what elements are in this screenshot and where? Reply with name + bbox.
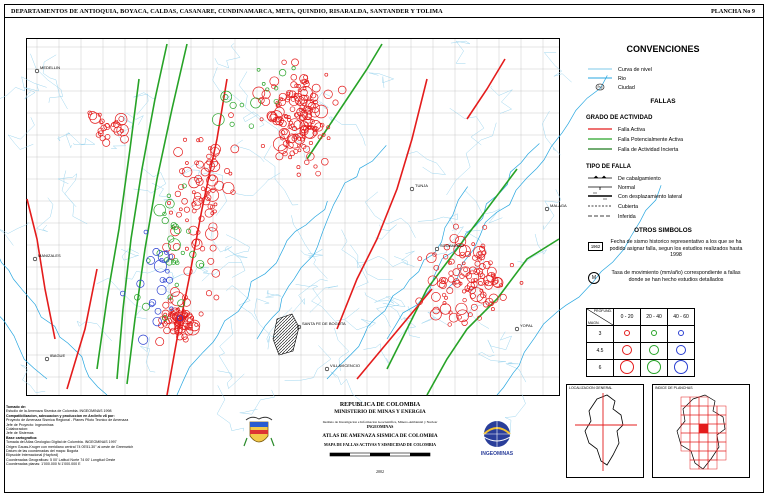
- credit-line: Colaboracion:: [6, 427, 29, 432]
- contour-line: [406, 151, 446, 174]
- credit-line: Origen Gauss-Kruger con meridiano central 74 05'51.30" al oeste de Greenwich: [6, 444, 134, 449]
- credit-line: Compatibilizacion, adecuacion y produccion en Arc/info v8 por:: [6, 413, 115, 418]
- credit-line: Jefe de Proyecto: Ingeominas: [6, 422, 54, 427]
- contour-line: [97, 278, 147, 319]
- contour-line: [233, 173, 280, 196]
- epicenter-marker: [178, 184, 183, 189]
- fault-type-heading: TIPO DE FALLA: [586, 164, 631, 170]
- epicenter-marker: [303, 146, 309, 152]
- epicenter-marker: [291, 74, 297, 80]
- index-sheet-cell: [717, 451, 726, 460]
- city-marker: [410, 187, 414, 191]
- activity-legend-symbols: [588, 126, 614, 156]
- institute-name: Instituto de Investigacion e Informacion Geocientifica, Minero-Ambiental y Nuclear: [322, 420, 438, 424]
- epicenter-marker: [333, 100, 338, 105]
- contour-line: [369, 73, 394, 88]
- index-sheet-cell: [681, 397, 690, 406]
- credit-line: Datum de las coordenadas del mapa: Bogota: [6, 449, 79, 454]
- epicenter-marker: [430, 309, 441, 320]
- map-credits: [6, 405, 206, 467]
- epicenter-marker: [154, 260, 166, 272]
- contour-line: [119, 113, 143, 125]
- contour-line: [211, 223, 232, 252]
- epicenter-marker: [174, 148, 183, 157]
- epicenter-marker: [185, 162, 188, 165]
- city-marker: [35, 69, 39, 73]
- city-marker: [545, 207, 549, 211]
- index-sheet-cell: [708, 442, 717, 451]
- epicenter-marker: [240, 103, 244, 107]
- epicenter-marker: [450, 234, 459, 243]
- fault-line: [387, 169, 517, 369]
- credit-line: Coordenadas planas: 1'000.000 N 1'000.000 E: [6, 462, 81, 467]
- epicenter-marker: [142, 303, 149, 310]
- epicenter-marker: [230, 102, 236, 108]
- credit-line: Tomada del Atlas Geologico Digital de Colombia. INGEOMINAS 1997: [6, 440, 117, 445]
- epicenter-marker: [316, 171, 321, 176]
- circle-cell: [668, 360, 695, 377]
- contour-line: [488, 332, 512, 353]
- epicenter-marker: [266, 88, 269, 91]
- institute-acronym: INGEOMINAS: [366, 424, 394, 429]
- epicenter-marker: [184, 207, 189, 212]
- ingeominas-logo-text: INGEOMINAS: [480, 451, 514, 457]
- epicenter-marker: [279, 69, 286, 76]
- city-marker: [33, 257, 37, 261]
- index-sheet-cell: [708, 415, 717, 424]
- contour-line: [58, 174, 77, 207]
- fault-line: [337, 79, 427, 329]
- magnitude-row-3: 6: [587, 360, 614, 377]
- scale-bar: [320, 450, 440, 464]
- epicenter-marker: [175, 283, 179, 287]
- contour-line: [225, 235, 249, 258]
- city-marker: [45, 357, 49, 361]
- epicenter-marker: [156, 338, 164, 346]
- contour-line: [312, 286, 346, 321]
- epicenter-marker: [182, 198, 188, 204]
- depth-col-3: 40 - 60: [668, 309, 695, 326]
- map-title: MAPA DE FALLAS ACTIVAS Y SISMICIDAD DE COLOMBIA: [323, 442, 437, 447]
- index-sheet-cell: [681, 415, 690, 424]
- epicenter-marker: [278, 145, 287, 154]
- fault-line: [467, 59, 505, 119]
- historic-quake-symbol: 1962: [588, 242, 603, 251]
- city-label: VILLAVICENCIO: [330, 363, 360, 368]
- epicenter-marker: [169, 211, 172, 214]
- sheet-index-caption: INDICE DE PLANCHAS: [655, 386, 693, 390]
- epicenter-marker: [453, 269, 460, 276]
- legend-strike-slip-label: Con desplazamiento lateral: [618, 194, 683, 200]
- index-sheet-cell: [699, 415, 708, 424]
- credit-line: Jefe de Sistemas: [6, 431, 34, 436]
- epicenter-marker: [192, 209, 196, 213]
- epicenter-marker: [175, 191, 181, 197]
- epicenter-marker: [447, 288, 453, 294]
- colombia-outline: [567, 385, 643, 477]
- magnitude-depth-table: [586, 308, 695, 377]
- epicenter-marker: [448, 323, 452, 327]
- fault-line: [307, 44, 382, 159]
- contour-line: [478, 352, 505, 362]
- epicenter-marker: [463, 298, 467, 302]
- fault-line: [117, 44, 167, 379]
- epicenter-marker: [221, 91, 232, 102]
- magnitude-row-2: 4.5: [587, 343, 614, 360]
- epicenter-marker: [173, 243, 180, 250]
- epicenter-marker: [471, 304, 477, 310]
- contour-line: [30, 54, 62, 103]
- legend-contour-label: Curva de nivel: [618, 67, 652, 73]
- city-marker: [435, 247, 439, 251]
- index-sheet-cell: [699, 442, 708, 451]
- legend-panel: [578, 36, 748, 381]
- epicenter-marker: [206, 291, 211, 296]
- fault-type-symbols: [588, 175, 614, 221]
- epicenter-marker: [457, 264, 461, 268]
- epicenter-marker: [298, 144, 301, 147]
- movement-rate-text: Tasa de movimiento (mm/año) correspondiente a fallas donde se han hecho estudios detallados: [611, 270, 741, 283]
- epicenter-marker: [153, 317, 162, 326]
- epicenter-marker: [177, 212, 182, 217]
- epicenter-marker: [230, 122, 234, 126]
- map-canvas: [27, 39, 567, 395]
- epicenter-marker: [292, 67, 295, 70]
- epicenter-marker: [418, 257, 422, 261]
- epicenter-marker: [182, 184, 186, 188]
- contour-line: [542, 111, 560, 155]
- ministry-name: MINISTERIO DE MINAS Y ENERGIA: [334, 409, 426, 415]
- magnitude-row-1: 3: [587, 326, 614, 343]
- faults-heading: FALLAS: [650, 98, 676, 105]
- contour-line: [447, 123, 497, 195]
- contour-line: [517, 234, 546, 263]
- index-sheet-cell: [708, 433, 717, 442]
- legend-title: CONVENCIONES: [626, 44, 700, 54]
- index-sheet-cell: [699, 397, 708, 406]
- epicenter-marker: [231, 190, 236, 195]
- index-sheet-cell: [690, 415, 699, 424]
- epicenter-marker: [456, 303, 467, 314]
- epicenter-marker: [207, 154, 212, 159]
- credit-line: Elipsoide Internacional (Hayford): [6, 453, 59, 458]
- index-sheet-cell: [690, 406, 699, 415]
- country-name: REPUBLICA DE COLOMBIA: [339, 402, 421, 408]
- legend-river-label: Rio: [618, 76, 626, 82]
- movement-rate-symbol: M: [588, 272, 600, 284]
- epicenter-marker: [483, 261, 490, 268]
- contour-line: [68, 132, 95, 145]
- city-label: SOGAMOSO: [440, 243, 464, 248]
- circle-cell: [641, 326, 668, 343]
- epicenter-marker: [253, 87, 265, 99]
- epicenter-marker: [520, 281, 523, 284]
- map-year: 2002: [376, 469, 384, 474]
- atlas-title: ATLAS DE AMENAZA SISMICA DE COLOMBIA: [322, 433, 438, 439]
- epicenter-marker: [183, 138, 186, 141]
- epicenter-marker: [275, 107, 285, 117]
- index-sheet-cell: [690, 424, 699, 433]
- circle-cell: [668, 326, 695, 343]
- epicenter-marker: [200, 246, 205, 251]
- city-label: IBAGUE: [50, 353, 66, 358]
- contour-line: [217, 371, 244, 389]
- epicenter-marker: [163, 302, 169, 308]
- activity-heading: GRADO DE ACTIVIDAD: [586, 115, 653, 121]
- river-line: [177, 201, 327, 395]
- epicenter-marker: [201, 187, 205, 191]
- epicenter-marker: [207, 189, 219, 201]
- circle-cell: [641, 360, 668, 377]
- sheet-header-title: DEPARTAMENTOS DE ANTIOQUIA, BOYACA, CALDAS, CASANARE, CUNDINAMARCA, META, QUINDIO, RISARALDA, SANTANDER Y TOLIMA: [11, 8, 443, 15]
- epicenter-marker: [214, 295, 219, 300]
- epicenter-marker: [309, 141, 312, 144]
- epicenter-marker: [292, 59, 299, 66]
- contour-line: [345, 308, 376, 330]
- legend-inferred-label: Inferida: [618, 214, 636, 220]
- credit-line: Base cartografica:: [6, 435, 38, 440]
- epicenter-marker: [160, 277, 165, 282]
- contour-line: [37, 198, 54, 232]
- contour-line: [264, 145, 298, 205]
- contour-line: [291, 215, 327, 279]
- contour-line: [140, 337, 155, 372]
- epicenter-marker: [199, 312, 203, 316]
- historic-quake-text: Fecha de sismo historico representativo a los que se ha podido asignar falla, segun los estudios realizados hasta 1998: [609, 239, 743, 258]
- epicenter-marker: [315, 105, 328, 118]
- table-corner: PROFUND. MAGN.: [588, 309, 612, 325]
- epicenter-marker: [179, 208, 182, 211]
- contour-line: [201, 262, 242, 274]
- credit-line: Tomado de:: [6, 405, 27, 409]
- epicenter-marker: [440, 304, 451, 315]
- city-marker: [515, 327, 519, 331]
- depth-col-1: 0 - 20: [614, 309, 641, 326]
- epicenter-marker: [189, 226, 198, 235]
- epicenter-marker: [212, 114, 224, 126]
- epicenter-marker: [285, 115, 288, 118]
- circle-cell: [668, 343, 695, 360]
- contour-line: [58, 133, 72, 148]
- epicenter-marker: [262, 82, 265, 85]
- epicenter-marker: [471, 294, 476, 299]
- legend-normal-label: Normal: [618, 185, 636, 191]
- credit-line: Proyecto de Amenaza Sismica Regional - Planes Piloto Tecnico de Amenaza: [6, 418, 129, 423]
- epicenter-marker: [291, 82, 297, 88]
- other-symbols-heading: OTROS SIMBOLOS: [634, 227, 692, 234]
- base-legend-symbols: [588, 66, 614, 92]
- city-label: SANTA FE DE BOGOTA: [302, 321, 346, 326]
- epicenter-marker: [314, 165, 317, 168]
- index-sheet-cell: [699, 424, 708, 433]
- legend-potential-label: Falla Potencialmente Activa: [618, 137, 684, 143]
- circle-cell: [614, 360, 641, 377]
- contour-line: [24, 85, 39, 99]
- epicenter-marker: [298, 149, 301, 152]
- legend-city-label: Ciudad: [618, 85, 635, 91]
- epicenter-marker: [282, 60, 287, 65]
- bogota-urban-area: [273, 314, 299, 355]
- city-marker: [325, 367, 329, 371]
- contour-line: [329, 117, 366, 146]
- epicenter-marker: [223, 182, 234, 193]
- ingeominas-logo: [474, 418, 520, 460]
- location-inset[interactable]: [566, 384, 644, 478]
- colombia-coat-of-arms: [244, 416, 274, 450]
- contour-line: [342, 230, 369, 288]
- epicenter-marker: [210, 175, 216, 181]
- index-sheet-cell: [681, 406, 690, 415]
- epicenter-marker: [324, 90, 333, 99]
- epicenter-marker: [185, 247, 188, 250]
- city-label: MEDELLIN: [40, 65, 61, 70]
- epicenter-marker: [327, 137, 330, 140]
- fault-line: [27, 199, 55, 339]
- circle-cell: [641, 343, 668, 360]
- epicenter-marker: [100, 136, 105, 141]
- epicenter-marker: [214, 203, 217, 206]
- sheet-index-grid: [653, 385, 749, 477]
- epicenter-marker: [491, 308, 494, 311]
- epicenter-marker: [290, 107, 295, 112]
- depth-col-2: 20 - 40: [641, 309, 668, 326]
- epicenter-marker: [261, 144, 264, 147]
- epicenter-marker: [500, 294, 506, 300]
- epicenter-marker: [249, 124, 254, 129]
- epicenter-marker: [166, 199, 175, 208]
- contour-line: [365, 192, 415, 238]
- epicenter-marker: [229, 113, 234, 118]
- contour-line: [301, 249, 323, 257]
- circle-cell: [614, 343, 641, 360]
- sheet-number: PLANCHA No 9: [710, 8, 755, 15]
- epicenter-marker: [262, 98, 270, 106]
- epicenter-marker: [510, 263, 513, 266]
- epicenter-marker: [462, 290, 465, 293]
- fault-line: [67, 269, 97, 389]
- legend-covered-label: Cubierta: [618, 204, 639, 210]
- city-label: MALAGA: [550, 203, 567, 208]
- contour-line: [422, 305, 448, 325]
- epicenter-marker: [229, 172, 232, 175]
- credit-line: Estudio de la Amenaza Sismica de Colombia. INGEOMINAS 1998: [6, 409, 112, 414]
- city-label: TUNJA: [415, 183, 428, 188]
- contour-line: [226, 286, 256, 320]
- index-sheet-cell: [681, 433, 690, 442]
- fault-line: [357, 289, 432, 379]
- epicenter-marker: [305, 160, 310, 165]
- index-sheet-cell: [717, 406, 726, 415]
- header-divider: [5, 17, 763, 18]
- contour-line: [491, 86, 513, 113]
- title-block: [290, 402, 470, 474]
- epicenter-marker: [181, 251, 184, 254]
- epicenter-marker: [468, 313, 472, 317]
- location-inset-caption: LOCALIZACION GENERAL: [569, 386, 613, 390]
- epicenter-marker: [163, 243, 171, 251]
- epicenter-marker: [192, 191, 195, 194]
- city-label: MANIZALES: [38, 253, 61, 258]
- index-sheet-cell: [699, 406, 708, 415]
- city-label: YOPAL: [520, 323, 534, 328]
- epicenter-marker: [199, 263, 203, 267]
- index-sheet-cell: [708, 424, 717, 433]
- epicenter-marker: [287, 92, 290, 95]
- contour-line: [451, 41, 470, 64]
- epicenter-marker: [186, 219, 189, 222]
- epicenter-marker: [179, 169, 184, 174]
- index-sheet-cell: [690, 442, 699, 451]
- epicenter-marker: [297, 166, 300, 169]
- credit-line: Coordenadas Geograficas: 5 00' Latitud Norte 74 00' Longitud Oeste: [6, 457, 116, 462]
- epicenter-marker: [462, 320, 468, 326]
- epicenter-marker: [139, 335, 148, 344]
- epicenter-marker: [321, 158, 328, 165]
- contour-line: [418, 214, 458, 231]
- index-sheet-cell: [699, 433, 708, 442]
- contour-line: [62, 171, 87, 224]
- fault-line: [167, 79, 227, 395]
- contour-line: [43, 55, 67, 109]
- circle-cell: [614, 326, 641, 343]
- contour-line: [296, 284, 322, 312]
- index-sheet-cell: [690, 433, 699, 442]
- legend-active-label: Falla Activa: [618, 127, 646, 133]
- epicenter-marker: [464, 268, 468, 272]
- legend-uncertain-label: Falla de Actividad Incierta: [618, 147, 679, 153]
- epicenter-marker: [433, 307, 440, 314]
- epicenter-marker: [325, 73, 328, 76]
- epicenter-marker: [154, 204, 166, 216]
- epicenter-marker: [478, 281, 482, 285]
- epicenter-marker: [147, 256, 155, 264]
- epicenter-marker: [90, 113, 101, 124]
- epicenter-marker: [194, 193, 201, 200]
- epicenter-marker: [121, 135, 129, 143]
- epicenter-marker: [297, 173, 300, 176]
- epicenter-marker: [205, 209, 213, 217]
- epicenter-marker: [273, 137, 287, 151]
- legend-thrust-label: De cabalgamiento: [618, 176, 661, 182]
- epicenter-marker: [442, 293, 446, 297]
- index-sheet-cell: [681, 424, 690, 433]
- epicenter-marker: [311, 120, 321, 130]
- epicenter-marker: [495, 280, 498, 283]
- index-sheet-cell: [699, 451, 708, 460]
- epicenter-marker: [155, 308, 161, 314]
- seismic-fault-map[interactable]: [26, 38, 567, 396]
- epicenter-marker: [479, 264, 485, 270]
- sheet-index-inset[interactable]: [652, 384, 750, 478]
- index-sheet-cell: [708, 406, 717, 415]
